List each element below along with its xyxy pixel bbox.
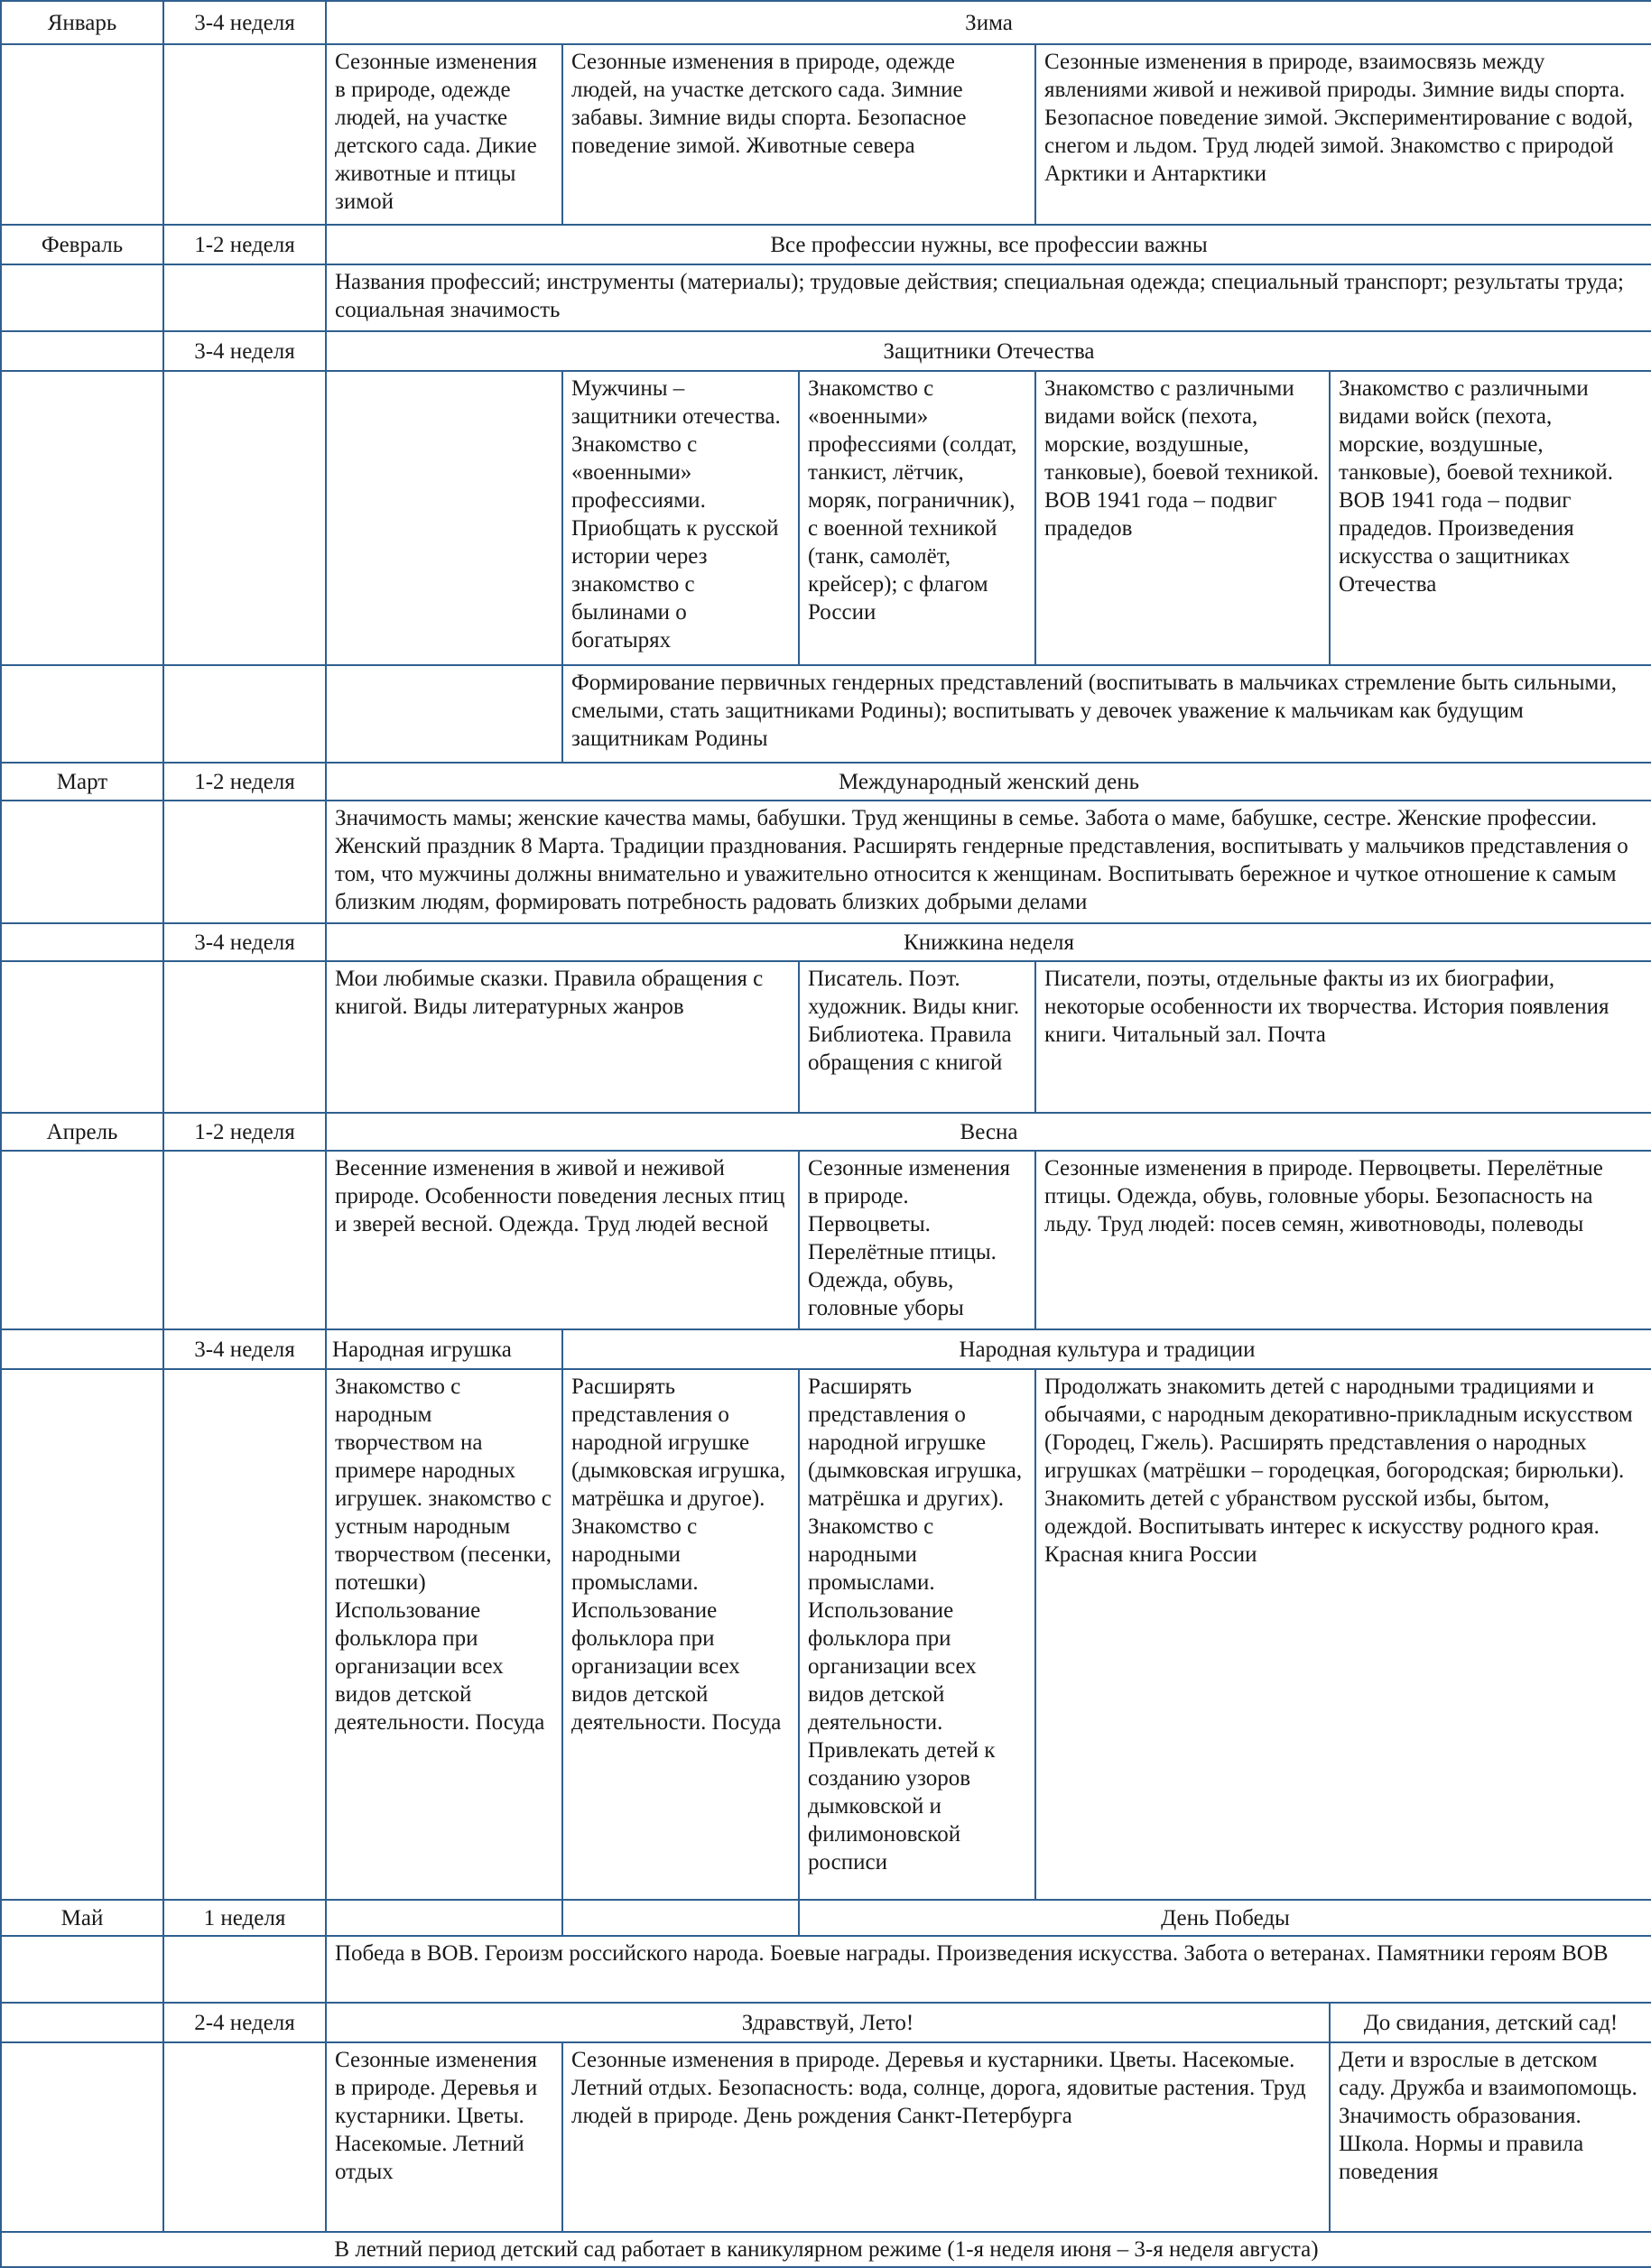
table-row (1, 371, 1651, 665)
empty-cell (1, 331, 163, 371)
content-cell: Сезонные изменения в природе, взаимосвязь между явлениями живой и неживой природы. Зимние виды спорта. Безопасное поведение зимой. Экспериментирование с водой, снегом и льдом. Труд людей зимой. Знакомство с природой Арктики и Антарктики (1035, 44, 1651, 225)
table-row (1, 331, 1651, 371)
topic-header: Народная игрушка (326, 1329, 562, 1369)
empty-cell (163, 801, 326, 923)
week-cell: 1-2 неделя (163, 763, 326, 801)
table-row (1, 665, 1651, 763)
table-row (1, 801, 1651, 923)
content-cell: Мои любимые сказки. Правила обращения с книгой. Виды литературных жанров (326, 961, 799, 1113)
topic-header: Защитники Отечества (326, 331, 1651, 371)
empty-cell (1, 371, 163, 665)
content-cell: Знакомство с различными видами войск (пехота, морские, воздушные, танковые), боевой техникой. ВОВ 1941 года – подвиг прадедов (1035, 371, 1330, 665)
content-cell: Названия профессий; инструменты (материалы); трудовые действия; специальная одежда; специальный транспорт; результаты труда; социальная значимость (326, 264, 1651, 331)
empty-cell (1, 961, 163, 1113)
table-row (1, 44, 1651, 225)
empty-cell (1, 923, 163, 961)
empty-cell (1, 44, 163, 225)
content-cell: Формирование первичных гендерных представлений (воспитывать в мальчиках стремление быть сильными, смелыми, стать защитниками Родины); воспитывать у девочек уважение к мальчикам как будущим защитникам Родины (562, 665, 1651, 763)
topic-header: Весна (326, 1113, 1651, 1151)
content-cell: Писатели, поэты, отдельные факты из их биографии, некоторые особенности их творчества. История появления книги. Читальный зал. Почта (1035, 961, 1651, 1113)
topic-header: Здравствуй, Лето! (326, 2003, 1330, 2042)
content-cell: Весенние изменения в живой и неживой природе. Особенности поведения лесных птиц и зверей весной. Одежда. Труд людей весной (326, 1151, 799, 1329)
empty-cell (163, 371, 326, 665)
content-cell: Писатель. Поэт. художник. Виды книг. Библиотека. Правила обращения с книгой (799, 961, 1035, 1113)
month-cell: Май (1, 1900, 163, 1936)
week-cell: 3-4 неделя (163, 1, 326, 44)
content-cell: Знакомство с «военными» профессиями (солдат, танкист, лётчик, моряк, пограничник), с военной техникой (танк, самолёт, крейсер); с флагом России (799, 371, 1035, 665)
content-cell: Расширять представления о народной игрушке (дымковская игрушка, матрёшка и другое). Знакомство с народными промыслами. Использование фольклора при организации всех видов детской деятельности. Посуда (562, 1369, 799, 1900)
content-cell: Победа в ВОВ. Героизм российского народа. Боевые награды. Произведения искусства. Забота о ветеранах. Памятники героям ВОВ (326, 1936, 1651, 2003)
content-cell: Знакомство с различными видами войск (пехота, морские, воздушные, танковые), боевой техникой. ВОВ 1941 года – подвиг прадедов. Произведения искусства о защитниках Отечества (1330, 371, 1651, 665)
empty-cell (163, 961, 326, 1113)
month-cell: Март (1, 763, 163, 801)
empty-cell (1, 665, 163, 763)
content-cell: Сезонные изменения в природе. Первоцветы. Перелётные птицы. Одежда, обувь, головные уборы. Безопасность на льду. Труд людей: посев семян, животноводы, полеводы (1035, 1151, 1651, 1329)
content-cell: Значимость мамы; женские качества мамы, бабушки. Труд женщины в семье. Забота о маме, бабушке, сестре. Женские профессии. Женский праздник 8 Марта. Традиции празднования. Расширять гендерные представления, воспитывать у мальчиков представления о том, что мужчины должны внимательно и уважительно относится к женщинам. Воспитывать бережное и чуткое отношение к самым близким людям, формировать потребность радовать близких добрыми делами (326, 801, 1651, 923)
empty-cell (163, 665, 326, 763)
content-cell: Мужчины – защитники отечества. Знакомство с «военными» профессиями. Приобщать к русской истории через знакомство с былинами о богатырях (562, 371, 799, 665)
empty-cell (1, 1936, 163, 2003)
table-row (1, 923, 1651, 961)
week-cell: 3-4 неделя (163, 331, 326, 371)
content-cell: Продолжать знакомить детей с народными традициями и обычаями, с народным декоративно-прикладным искусством (Городец, Гжель). Расширять представления о народных игрушках (матрёшки – городецкая, богородская; бирюльки). Знакомить детей с убранством русской избы, бытом, одеждой. Воспитывать интерес к искусству родного края. Красная книга России (1035, 1369, 1651, 1900)
empty-cell (163, 264, 326, 331)
content-cell: Сезонные изменения в природе, одежде людей, на участке детского сада. Зимние забавы. Зимние виды спорта. Безопасное поведение зимой. Животные севера (562, 44, 1035, 225)
empty-cell (1, 2003, 163, 2042)
empty-cell (163, 1369, 326, 1900)
table-row (1, 1936, 1651, 2003)
week-cell: 2-4 неделя (163, 2003, 326, 2042)
content-cell: Сезонные изменения в природе. Деревья и кустарники. Цветы. Насекомые. Летний отдых (326, 2042, 562, 2232)
topic-header: До свидания, детский сад! (1330, 2003, 1651, 2042)
topic-header: Книжкина неделя (326, 923, 1651, 961)
week-cell: 3-4 неделя (163, 1329, 326, 1369)
table-row (1, 763, 1651, 801)
empty-cell (163, 44, 326, 225)
week-cell: 1-2 неделя (163, 225, 326, 264)
month-cell: Апрель (1, 1113, 163, 1151)
empty-cell (163, 2042, 326, 2232)
table-row (1, 1369, 1651, 1900)
table-row (1, 1900, 1651, 1936)
table-row (1, 1151, 1651, 1329)
empty-cell (1, 264, 163, 331)
empty-cell (163, 1151, 326, 1329)
week-cell: 1 неделя (163, 1900, 326, 1936)
month-cell: Февраль (1, 225, 163, 264)
week-cell: 1-2 неделя (163, 1113, 326, 1151)
table-row (1, 1, 1651, 44)
table-row (1, 264, 1651, 331)
table-row (1, 225, 1651, 264)
content-cell: Сезонные изменения в природе. Первоцветы. Перелётные птицы. Одежда, обувь, головные уборы (799, 1151, 1035, 1329)
empty-cell (562, 1900, 799, 1936)
empty-cell (1, 2042, 163, 2232)
empty-cell (326, 1900, 562, 1936)
table-row (1, 1113, 1651, 1151)
content-cell: Дети и взрослые в детском саду. Дружба и взаимопомощь. Значимость образования. Школа. Нормы и правила поведения (1330, 2042, 1651, 2232)
empty-cell (326, 665, 562, 763)
empty-cell (1, 1151, 163, 1329)
empty-cell (1, 801, 163, 923)
empty-cell (326, 371, 562, 665)
empty-cell (1, 1329, 163, 1369)
content-cell: Сезонные изменения в природе. Деревья и кустарники. Цветы. Насекомые. Летний отдых. Безопасность: вода, солнце, дорога, ядовитые растения. Труд людей в природе. День рождения Санкт-Петербурга (562, 2042, 1330, 2232)
summer-note: В летний период детский сад работает в каникулярном режиме (1-я неделя июня – 3-я неделя августа) (1, 2232, 1651, 2267)
table-row (1, 2232, 1651, 2267)
week-cell: 3-4 неделя (163, 923, 326, 961)
content-cell: Расширять представления о народной игрушке (дымковская игрушка, матрёшка и других). Знакомство с народными промыслами. Использование фольклора при организации всех видов детской деятельности. Привлекать детей к созданию узоров дымковской и филимоновской росписи (799, 1369, 1035, 1900)
topic-header: Международный женский день (326, 763, 1651, 801)
table-row (1, 2003, 1651, 2042)
topic-header: Все профессии нужны, все профессии важны (326, 225, 1651, 264)
table-row (1, 961, 1651, 1113)
empty-cell (163, 1936, 326, 2003)
empty-cell (1, 1369, 163, 1900)
month-cell: Январь (1, 1, 163, 44)
content-cell: Сезонные изменения в природе, одежде людей, на участке детского сада. Дикие животные и птицы зимой (326, 44, 562, 225)
topic-header: Зима (326, 1, 1651, 44)
table-row (1, 2042, 1651, 2232)
topic-header: Народная культура и традиции (562, 1329, 1651, 1369)
topic-header: День Победы (799, 1900, 1651, 1936)
table-row (1, 1329, 1651, 1369)
content-cell: Знакомство с народным творчеством на примере народных игрушек. знакомство с устным народным творчеством (песенки, потешки) Использование фольклора при организации всех видов детской деятельности. Посуда (326, 1369, 562, 1900)
